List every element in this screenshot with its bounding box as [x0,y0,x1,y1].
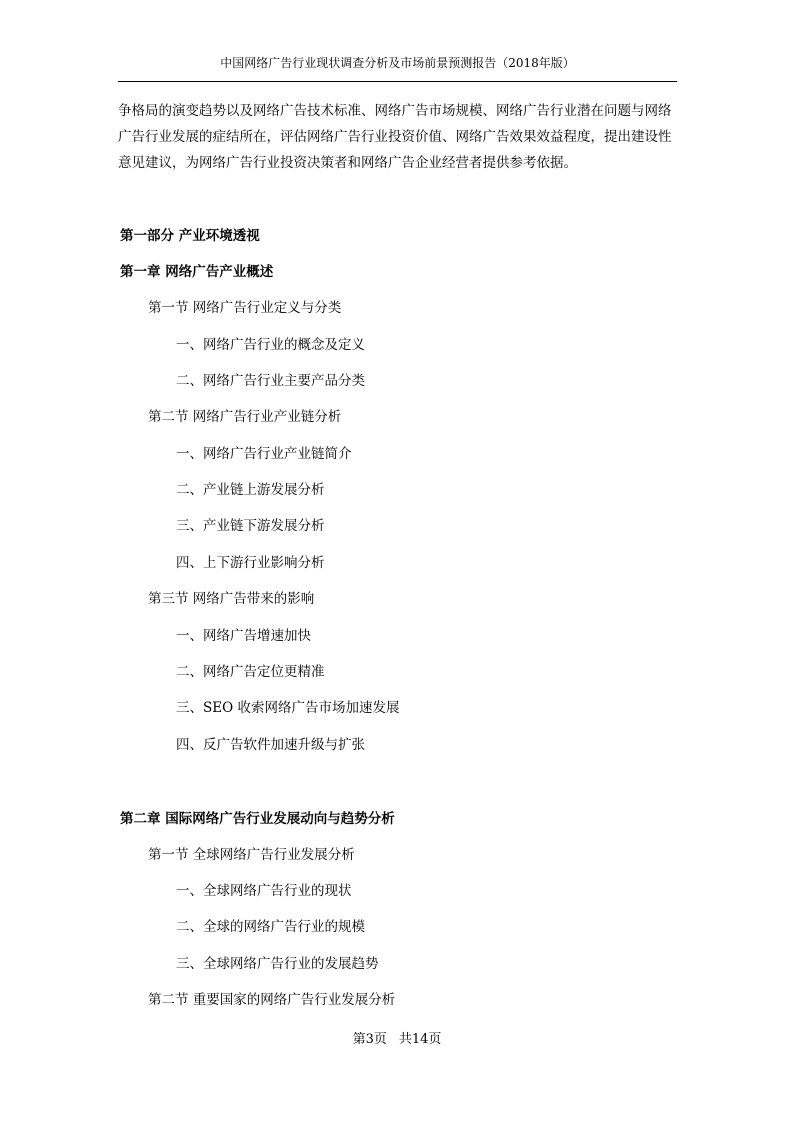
toc-item: 三、全球网络广告行业的发展趋势 [176,956,379,972]
toc-section: 第三节 网络广告带来的影响 [148,591,315,607]
page-header: 中国网络广告行业现状调查分析及市场前景预测报告（2018年版） [220,56,575,70]
toc-item: 二、产业链上游发展分析 [176,482,325,498]
toc-item: 二、全球的网络广告行业的规模 [176,919,365,935]
toc-section: 第一节 全球网络广告行业发展分析 [148,847,355,863]
toc-item: 二、网络广告定位更精准 [176,664,325,680]
toc-item: 四、上下游行业影响分析 [176,555,325,571]
toc-chapter-1: 第一章 网络广告产业概述 [120,264,274,280]
toc-item: 三、SEO 收索网络广告市场加速发展 [176,700,400,716]
toc-chapter-2: 第二章 国际网络广告行业发展动向与趋势分析 [120,811,395,827]
intro-paragraph: 争格局的演变趋势以及网络广告技术标准、网络广告市场规模、网络广告行业潜在问题与网络广告行业发展的症结所在，评估网络广告行业投资价值、网络广告效果效益程度，提出建设性意见建议，为网络广告行业投资决策者和网络广告企业经营者提供参考依据。 [118,103,672,171]
toc-section: 第一节 网络广告行业定义与分类 [148,300,342,316]
toc-item: 一、网络广告增速加快 [176,628,311,644]
toc-section: 第二节 网络广告行业产业链分析 [148,409,342,425]
toc-item: 三、产业链下游发展分析 [176,518,325,534]
toc-item: 一、全球网络广告行业的现状 [176,883,352,899]
page-footer [0,1032,794,1048]
toc-item: 四、反广告软件加速升级与扩张 [176,737,365,753]
toc-item: 一、网络广告行业产业链简介 [176,446,352,462]
toc-item: 一、网络广告行业的概念及定义 [176,337,365,353]
page-number: 第3页 [352,1032,387,1047]
toc-part-1: 第一部分 产业环境透视 [120,228,260,244]
toc-item: 二、网络广告行业主要产品分类 [176,373,365,389]
toc-section: 第二节 重要国家的网络广告行业发展分析 [148,992,396,1008]
page-total: 共14页 [398,1032,442,1047]
